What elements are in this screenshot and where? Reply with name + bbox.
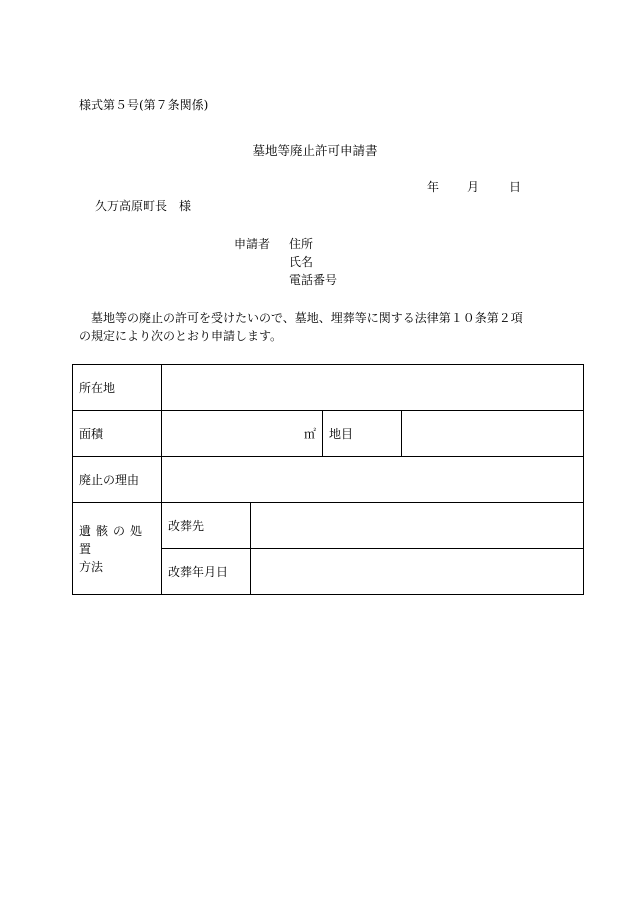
remains-label-line-2: 方法	[79, 559, 104, 574]
remains-label	[73, 503, 162, 595]
area-unit: ㎡	[303, 427, 316, 441]
applicant-name-label: 氏名	[289, 255, 314, 269]
reburial-date-label: 改葬年月日	[162, 549, 251, 595]
row-location	[73, 365, 584, 411]
addressee: 久万高原町長 様	[95, 199, 192, 213]
location-label: 所在地	[73, 365, 162, 411]
reburial-place-input[interactable]	[251, 503, 584, 549]
row-area	[73, 411, 584, 457]
applicant-fields	[289, 237, 337, 291]
reason-label: 廃止の理由	[73, 457, 162, 503]
reason-input[interactable]	[162, 457, 584, 503]
reburial-place-label: 改葬先	[162, 503, 251, 549]
land-category-label: 地目	[323, 411, 402, 457]
date-day: 日	[509, 180, 522, 194]
date-line	[427, 180, 521, 194]
remains-label-line-1: 遺骸の処置	[79, 523, 148, 556]
reburial-date-input[interactable]	[251, 549, 584, 595]
area-input[interactable]	[162, 411, 323, 457]
row-reason	[73, 457, 584, 503]
area-label: 面積	[73, 411, 162, 457]
body-line-1: 墓地等の廃止の許可を受けたいので、墓地、埋葬等に関する法律第１０条第２項	[91, 311, 523, 325]
applicant-phone-label: 電話番号	[289, 273, 338, 287]
form-number: 様式第５号(第７条関係)	[79, 98, 209, 112]
document-title: 墓地等廃止許可申請書	[252, 143, 378, 158]
body-line-2: の規定により次のとおり申請します。	[79, 329, 283, 343]
body-text	[79, 309, 589, 345]
date-year: 年	[427, 180, 440, 194]
row-reburial-place	[73, 503, 584, 549]
land-category-input[interactable]	[402, 411, 584, 457]
date-month: 月	[467, 180, 480, 194]
application-form-table	[72, 364, 584, 595]
location-input[interactable]	[162, 365, 584, 411]
applicant-label: 申請者	[234, 237, 271, 251]
applicant-address-label: 住所	[289, 237, 314, 251]
